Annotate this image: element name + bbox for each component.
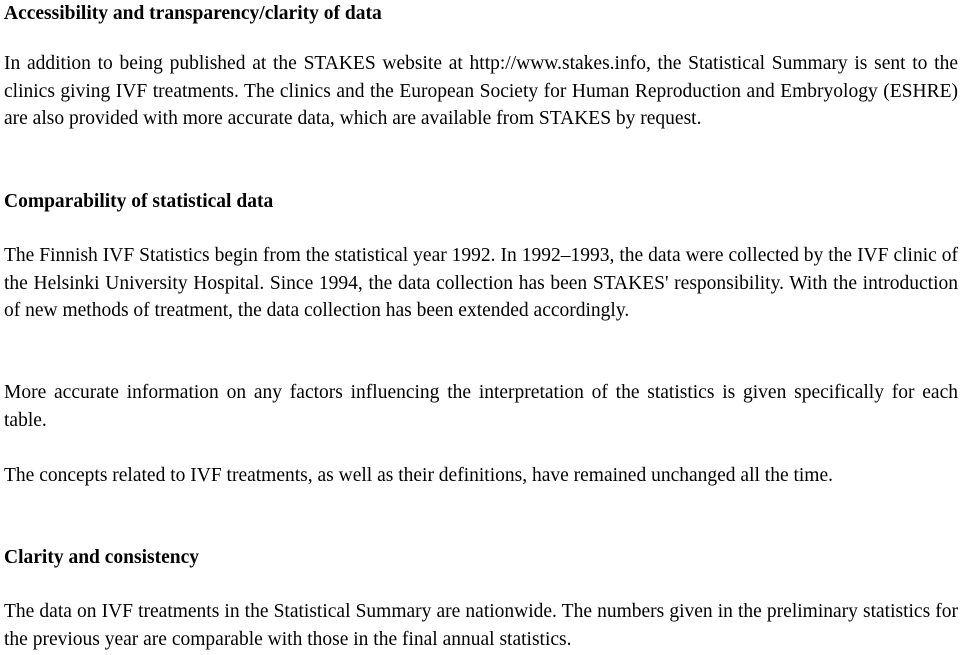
paragraph-comparability-history: The Finnish IVF Statistics begin from the statistical year 1992. In 1992–1993, the data were collected by the IVF clinic of the Helsinki University Hospital. Since 1994, the data collection has been STAKES' responsibility. With the introduction of new methods of treatment, the data collection has been extended accordingly. [4,245,958,321]
paragraph-accessibility: In addition to being published at the STAKES website at http://www.stakes.info, the Statistical Summary is sent to the clinics giving IVF treatments. The clinics and the European Society for Human Reproduction and Embryology (ESHRE) are also provided with more accurate data, which are available from STAKES by request. [4,53,958,129]
section-heading-comparability: Comparability of statistical data [4,191,274,212]
section-heading-accessibility: Accessibility and transparency/clarity of data [4,3,382,24]
section-heading-clarity: Clarity and consistency [4,547,199,568]
paragraph-comparability-concepts: The concepts related to IVF treatments, as well as their definitions, have remained unchanged all the time. [4,465,834,486]
paragraph-comparability-factors: More accurate information on any factors influencing the interpretation of the statistics is given specifically for each table. [4,382,958,431]
paragraph-clarity: The data on IVF treatments in the Statistical Summary are nationwide. The numbers given in the preliminary statistics for the previous year are comparable with those in the final annual statistics. [4,601,958,650]
